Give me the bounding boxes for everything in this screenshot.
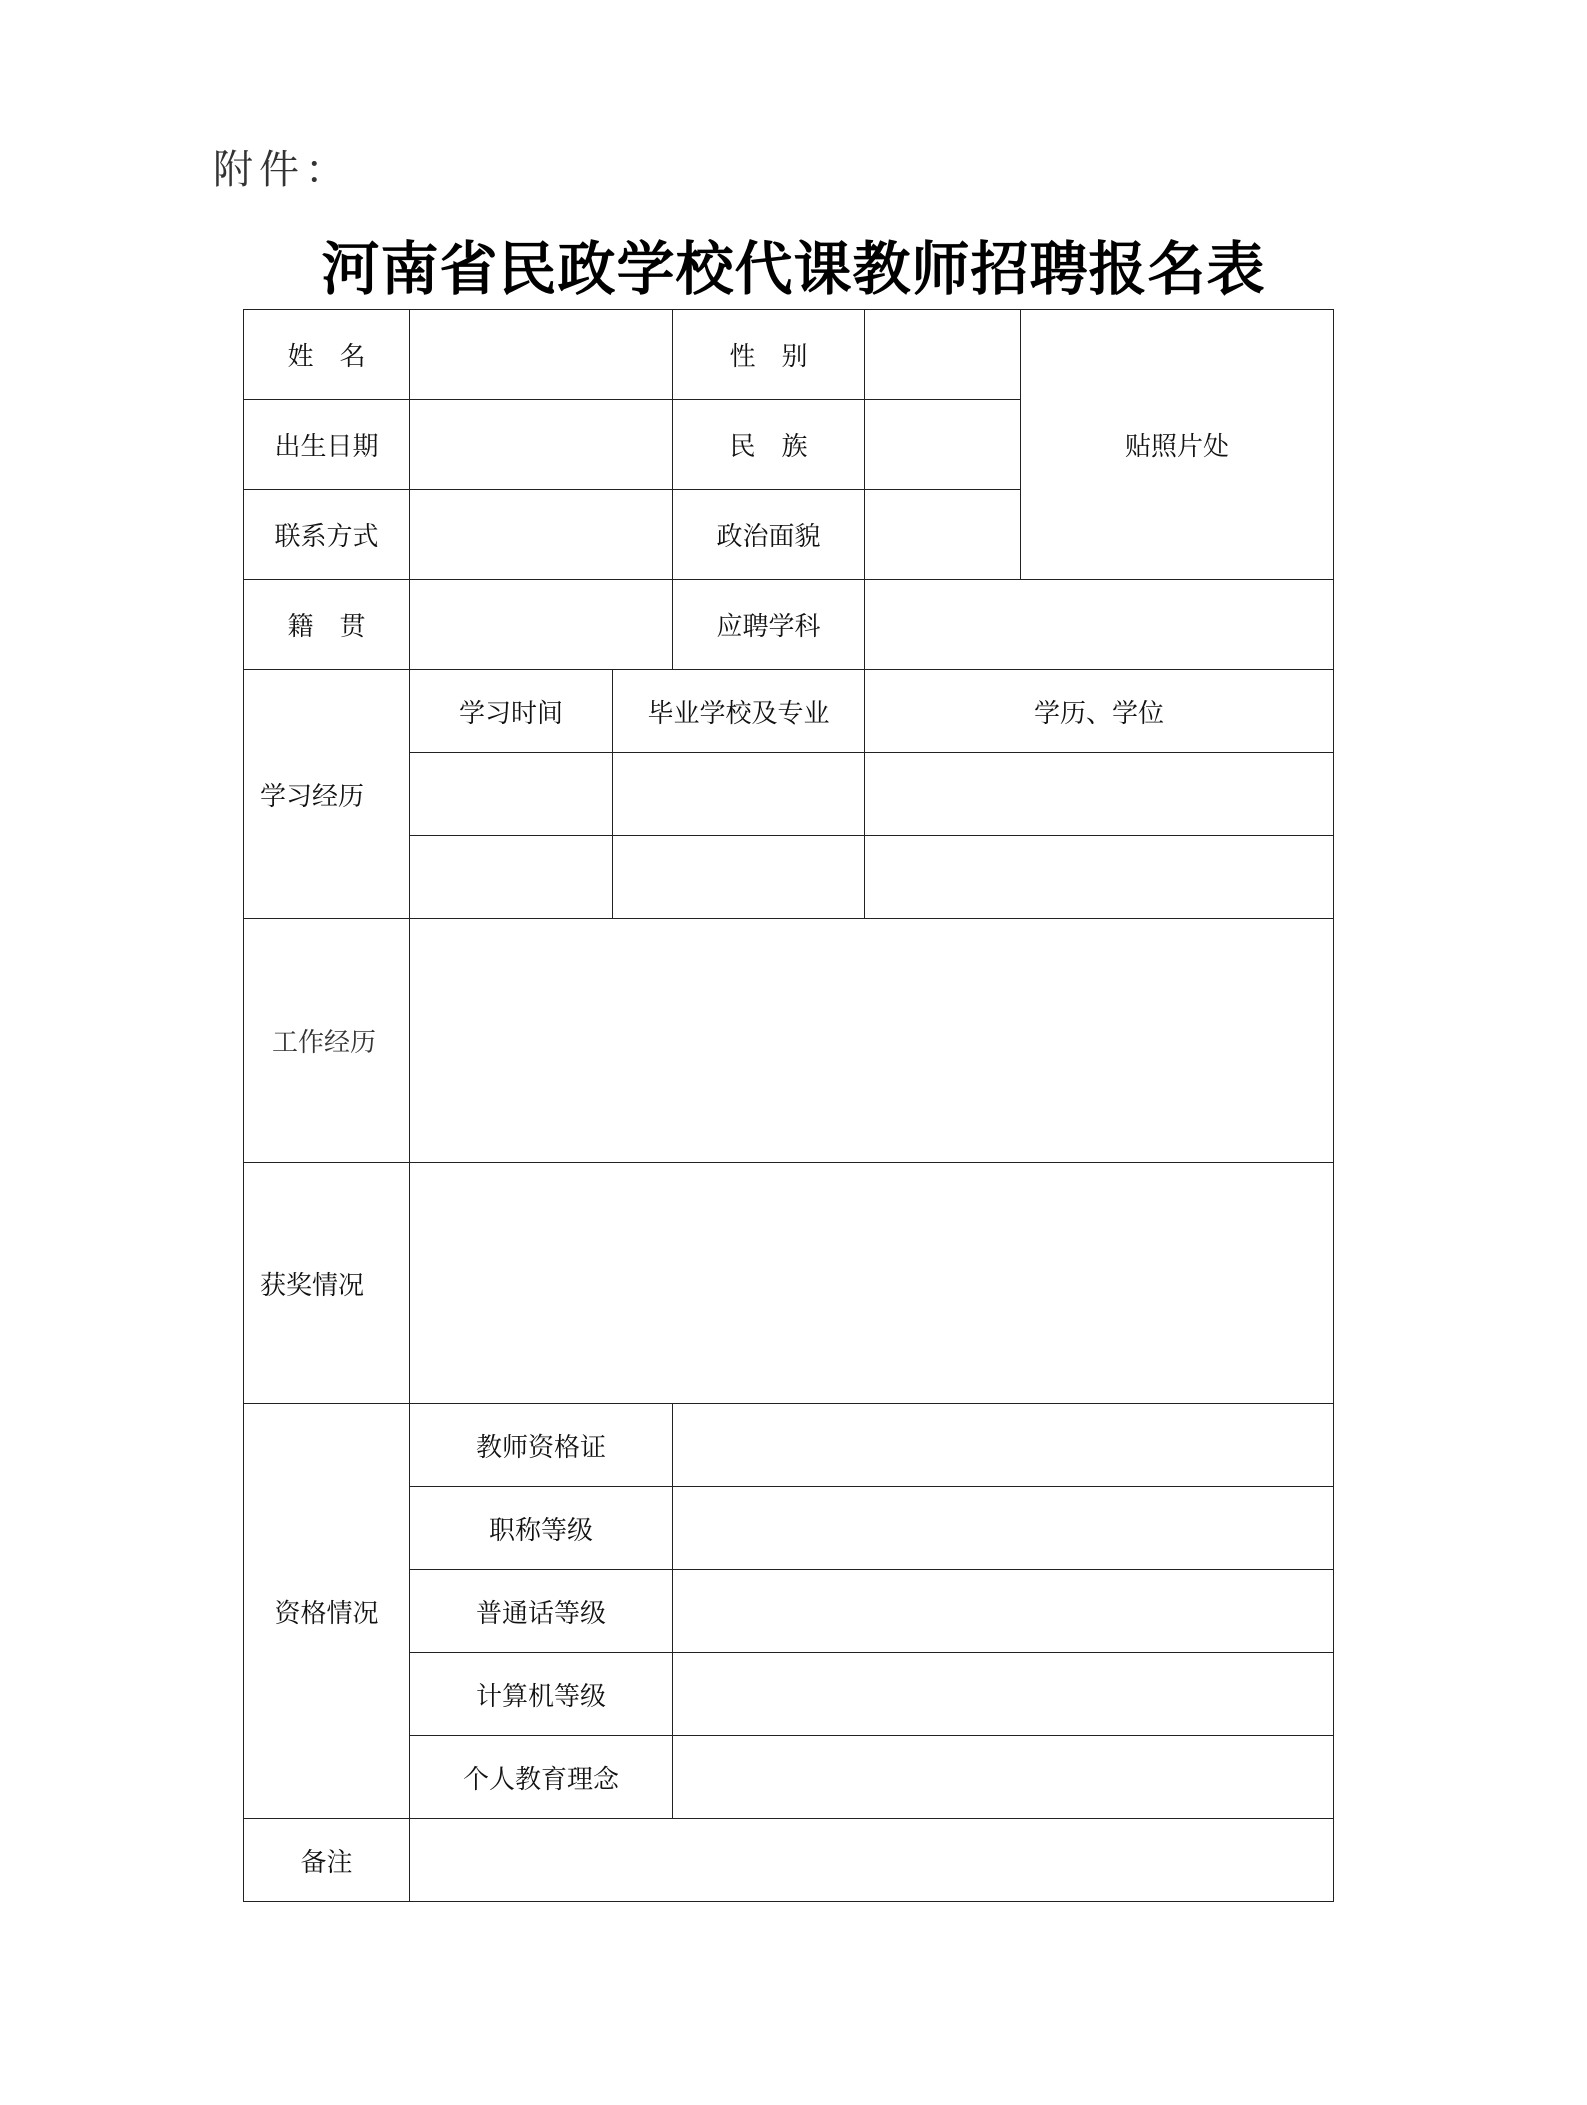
native-place-label: 籍 贯 <box>244 580 410 670</box>
mandarin-level-field[interactable] <box>673 1570 1334 1653</box>
awards-label: 获奖情况 <box>244 1163 410 1404</box>
contact-field[interactable] <box>410 490 673 580</box>
political-status-label: 政治面貌 <box>673 490 865 580</box>
computer-level-field[interactable] <box>673 1653 1334 1736</box>
subject-label: 应聘学科 <box>673 580 865 670</box>
computer-level-label: 计算机等级 <box>410 1653 673 1736</box>
degree-header: 学历、学位 <box>865 670 1334 753</box>
mandarin-level-label: 普通话等级 <box>410 1570 673 1653</box>
qualification-row <box>244 1404 1334 1487</box>
gender-label: 性 别 <box>673 310 865 400</box>
native-place-field[interactable] <box>410 580 673 670</box>
attachment-label: 附件： <box>213 147 351 193</box>
gender-field[interactable] <box>865 310 1021 400</box>
education-section-label: 学习经历 <box>244 670 410 919</box>
work-experience-label: 工作经历 <box>244 919 410 1163</box>
title-level-label: 职称等级 <box>410 1487 673 1570</box>
education-header-row <box>244 670 1334 753</box>
notes-row <box>244 1819 1334 1902</box>
teacher-certificate-field[interactable] <box>673 1404 1334 1487</box>
name-field[interactable] <box>410 310 673 400</box>
registration-form-table <box>243 309 1334 1902</box>
education-philosophy-field[interactable] <box>673 1736 1334 1819</box>
title-level-field[interactable] <box>673 1487 1334 1570</box>
awards-field[interactable] <box>410 1163 1334 1404</box>
study-period-header: 学习时间 <box>410 670 613 753</box>
education-philosophy-label: 个人教育理念 <box>410 1736 673 1819</box>
degree-field[interactable] <box>865 836 1334 919</box>
political-status-field[interactable] <box>865 490 1021 580</box>
awards-row <box>244 1163 1334 1404</box>
teacher-certificate-label: 教师资格证 <box>410 1404 673 1487</box>
school-major-field[interactable] <box>613 753 865 836</box>
study-period-field[interactable] <box>410 836 613 919</box>
ethnicity-field[interactable] <box>865 400 1021 490</box>
form-title: 河南省民政学校代课教师招聘报名表 <box>321 235 1266 303</box>
degree-field[interactable] <box>865 753 1334 836</box>
row-name <box>244 310 1334 400</box>
school-major-header: 毕业学校及专业 <box>613 670 865 753</box>
work-experience-row <box>244 919 1334 1163</box>
qualifications-section-label: 资格情况 <box>244 1404 410 1819</box>
notes-label: 备注 <box>244 1819 410 1902</box>
school-major-field[interactable] <box>613 836 865 919</box>
study-period-field[interactable] <box>410 753 613 836</box>
name-label: 姓 名 <box>244 310 410 400</box>
work-experience-field[interactable] <box>410 919 1334 1163</box>
subject-field[interactable] <box>865 580 1334 670</box>
row-native <box>244 580 1334 670</box>
ethnicity-label: 民 族 <box>673 400 865 490</box>
notes-field[interactable] <box>410 1819 1334 1902</box>
birth-date-label: 出生日期 <box>244 400 410 490</box>
birth-date-field[interactable] <box>410 400 673 490</box>
contact-label: 联系方式 <box>244 490 410 580</box>
photo-area[interactable]: 贴照片处 <box>1021 310 1334 580</box>
